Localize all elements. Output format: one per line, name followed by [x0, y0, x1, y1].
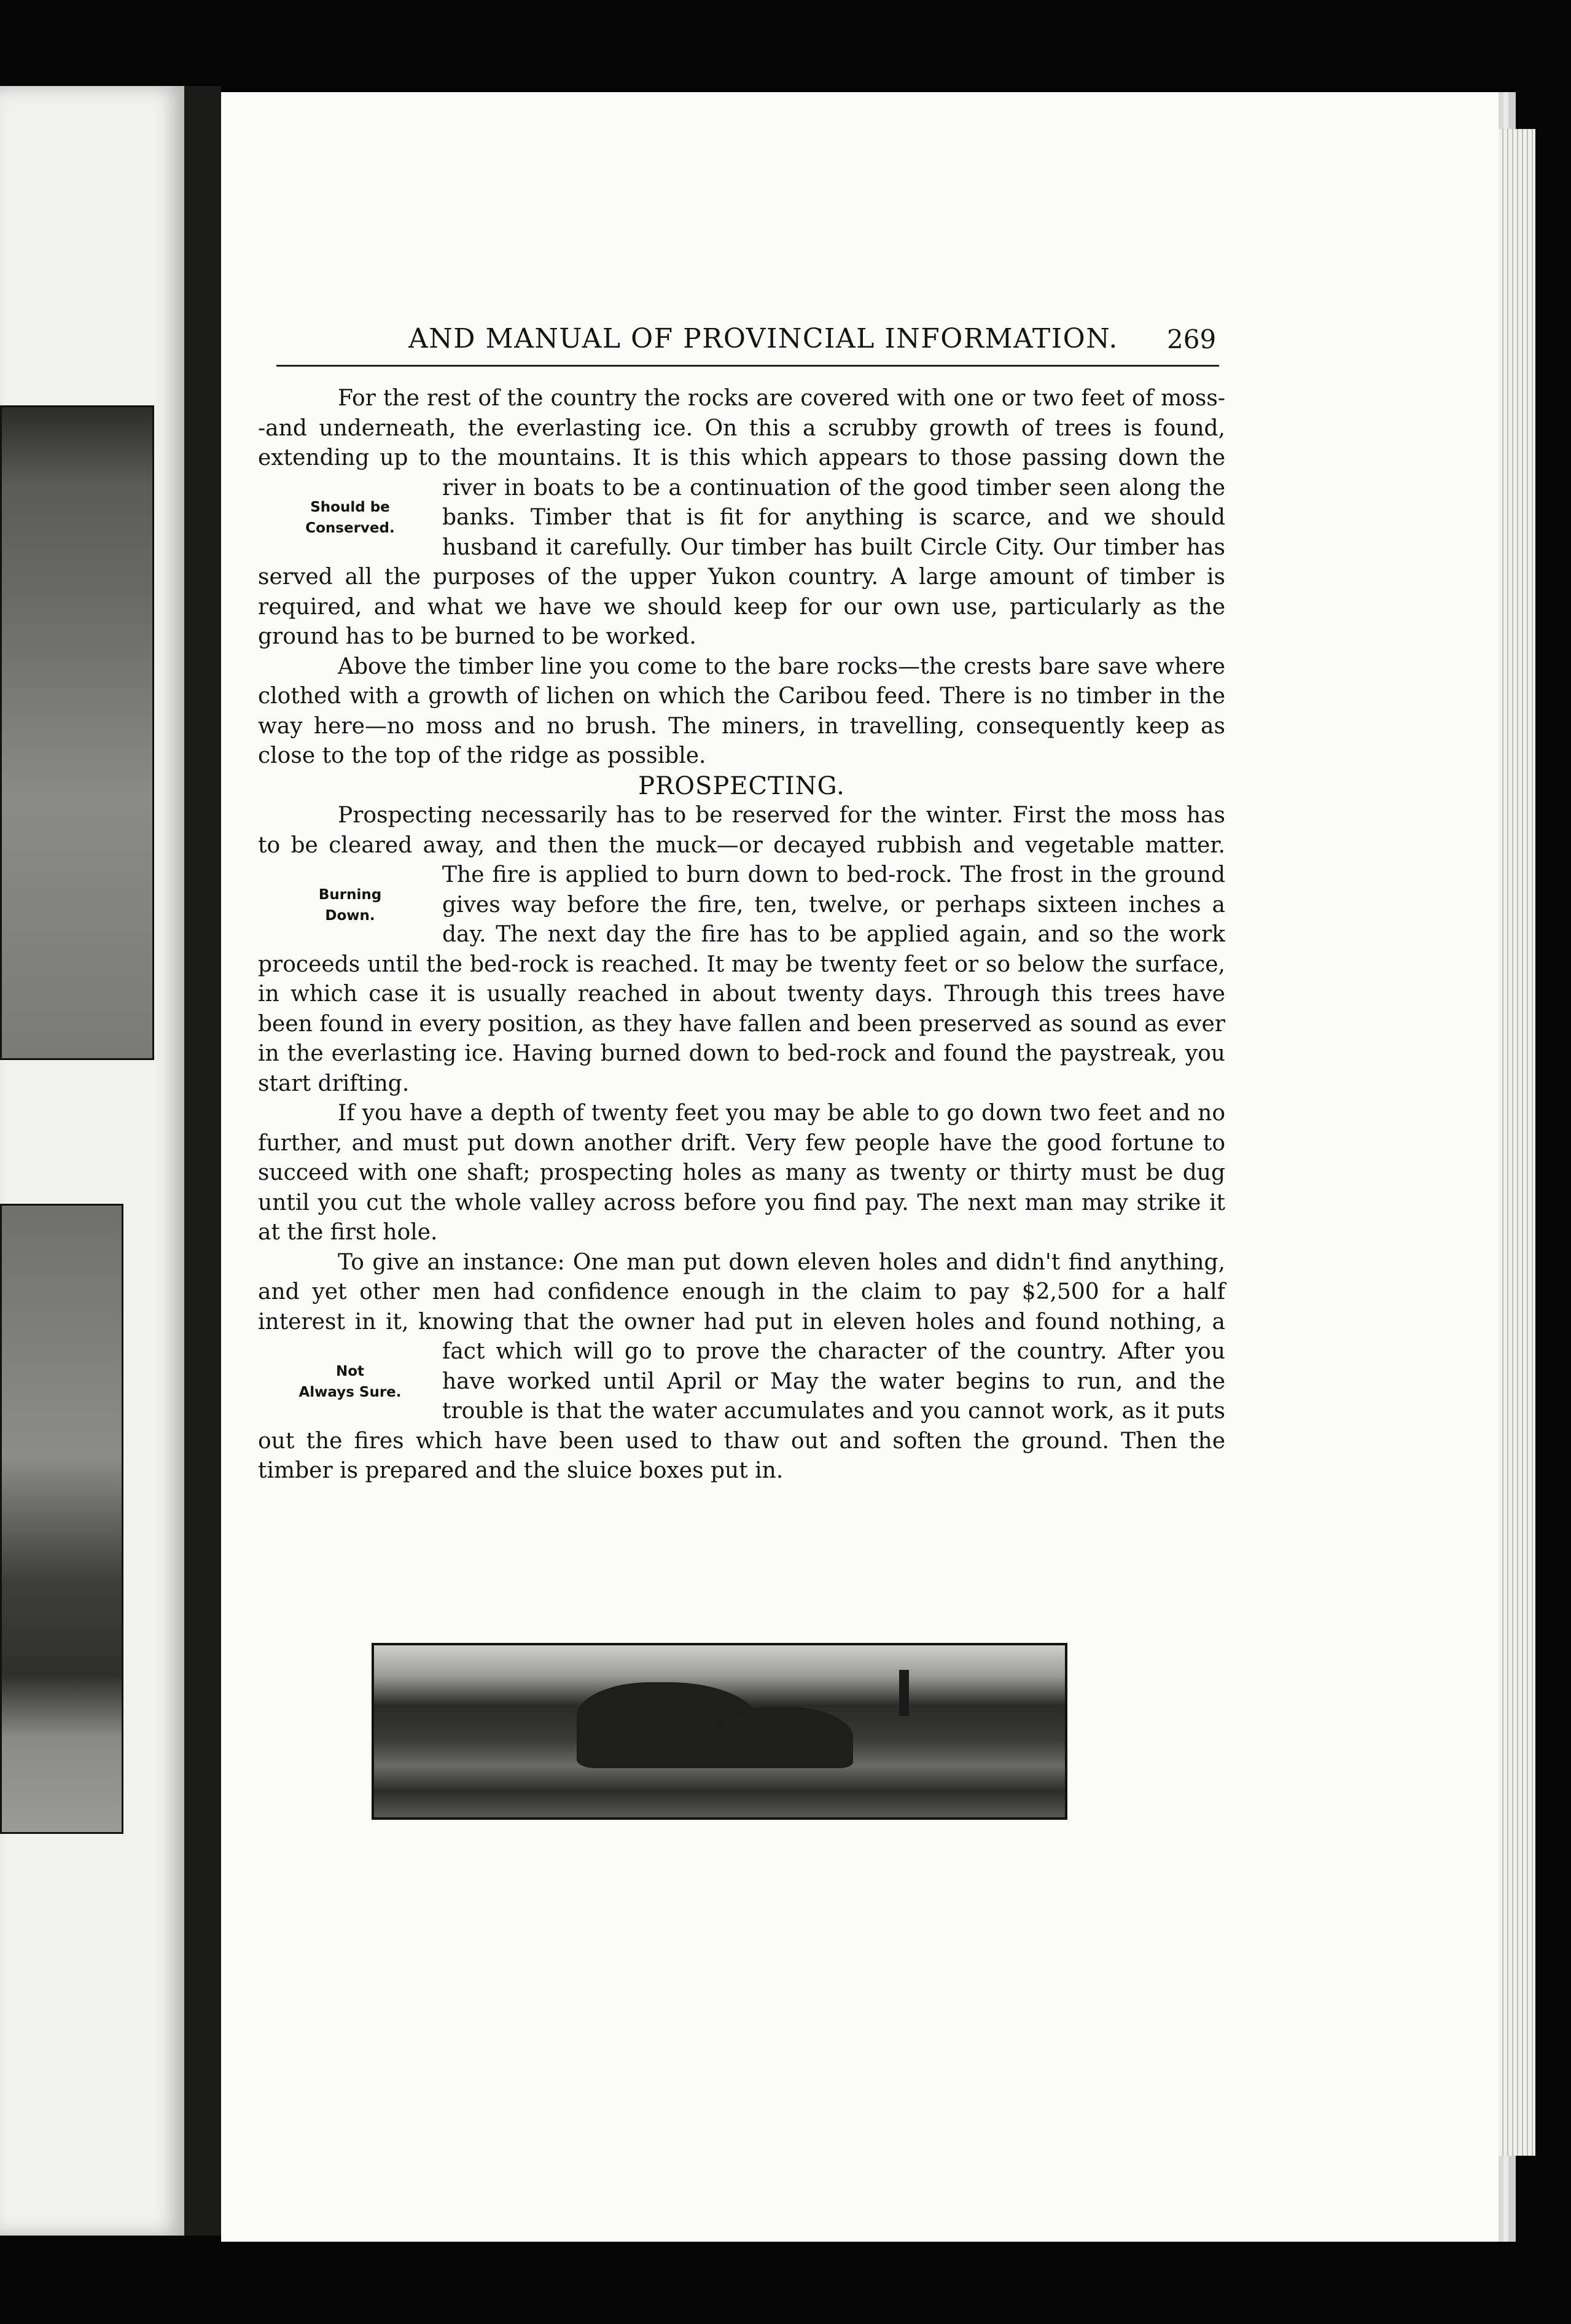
paragraph-timber: For the rest of the country the rocks are covered with one or two feet of moss--and underneath, the everlasting ice. On this a scrubby growth of trees is found, extending up to the mountains. It is this which appears to those passing Should be Conserved. down the river in boats to be a continuation of the good timber seen along the banks. Timber that is fit for anything is scarce, and we should husband it carefully. Our timber has built Circle City. Our timber has served all the purposes of the upper Yukon country. A large amount of timber is required, and what we have we should keep for our own use, particularly as the ground has to be burned to be worked.: [258, 386, 1226, 649]
section-heading: PROSPECTING.: [638, 771, 845, 800]
facing-page: [0, 86, 184, 2236]
running-title: AND MANUAL OF PROVINCIAL INFORMATION.: [408, 323, 1118, 354]
facing-page-photo-bottom: [0, 1204, 123, 1834]
paragraph-drift: If you have a depth of twenty feet you may be able to go down two feet and no further, and must put down another drift. Very few people have the good fortune to succeed with one shaft; prospecting holes as many as twenty or thirty must be dug until you cut the whole valley across before you find pay. The next man may strike it at the first hole.: [258, 1101, 1225, 1245]
page-number: 269: [1167, 324, 1217, 354]
facing-page-photo-top: [0, 405, 154, 1060]
sidenote-not-always-sure: Not Always Sure.: [298, 1363, 402, 1400]
engraving-rocks-2: [718, 1707, 853, 1768]
paragraph-timber-line: Above the timber line you come to the bare rocks—the crests bare save where clothed with a growth of lichen on which the Caribou feed. There is no timber in the way here—no moss and no brush. The miners, in travelling, consequently keep as close to the top of the ridge as possible.: [258, 653, 1225, 768]
coastal-engraving: [372, 1643, 1067, 1820]
engraving-lighthouse: [899, 1670, 909, 1716]
page-header: [276, 319, 1217, 362]
body-text: [258, 384, 1225, 1486]
paragraph-instance: To give an instance: One man put down eleven holes and didn't find anything, and yet other men had confidence enough in the claim to pay $2,500 for a half interest in it, knowing that the owner had put in eleven holes and found Not Always Sure. nothing, a fact which will go to prove the character of the country. After you have worked until April or May the water begins to run, and the trouble is that the water accumulates and you cannot work, as it puts out the fires which have been used to thaw out and soften the ground. Then the timber is prepared and the sluice boxes put in.: [258, 1249, 1225, 1483]
page-edges: [1499, 129, 1535, 2156]
sidenote-should-be-conserved: Should be Conserved.: [305, 499, 395, 536]
paragraph-prospecting: Prospecting necessarily has to be reserved for the winter. First the moss has to be cleared away, and then the muck—or decayed rubbish and vegetable matter. The fire is applied to burn down to bed-rock. The frost in the ground Burning Down. gives way before the fire, ten, twelve, or perhaps sixteen inches a day. The next day the fire has to be applied again, and so the work proceeds until the bed-rock is reached. It may be twenty feet or so below the surface, in which case it is usually reached in about twenty days. Through this trees have been found in every position, as they have fallen and been preserved as sound as ever in the everlasting ice. Having burned down to bed-rock and found the paystreak, you start drifting.: [258, 803, 1225, 1096]
sidenote-burning-down: Burning Down.: [318, 886, 382, 924]
header-rule: [276, 365, 1219, 367]
book-gutter: [184, 86, 221, 2236]
